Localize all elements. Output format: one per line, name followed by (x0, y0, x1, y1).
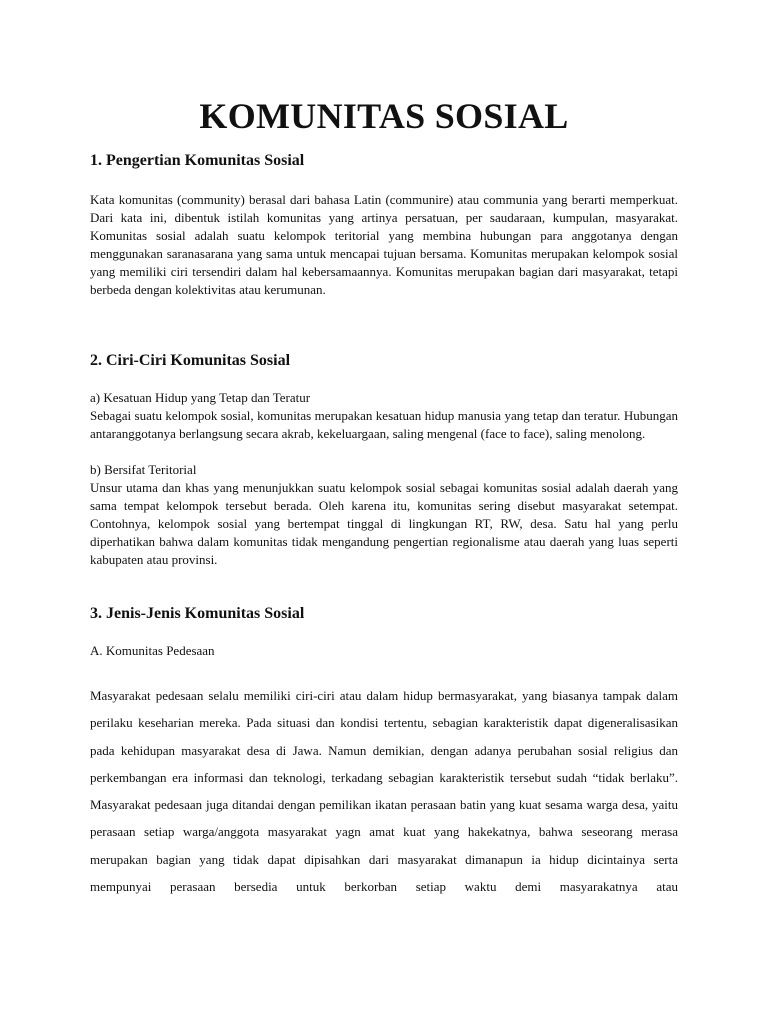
item-b-text: Unsur utama dan khas yang menunjukkan suatu kelompok sosial sebagai komunitas sosial adalah daerah yang sama tempat kelompok tersebut berada. Oleh karena itu, komunitas sering disebut masyarakat setempat. Contohnya, kelompok sosial yang bertempat tinggal di lingkungan RT, RW, desa. Satu hal yang perlu diperhatikan bahwa dalam komunitas tidak mengandung pengertian regionalisme atau daerah yang luas seperti kabupaten atau provinsi. (90, 480, 678, 567)
section-2-heading: 2. Ciri-Ciri Komunitas Sosial (90, 352, 291, 369)
item-b-title: b) Bersifat Teritorial (90, 462, 197, 477)
item-a-title: a) Kesatuan Hidup yang Tetap dan Teratur (90, 390, 311, 405)
document-page (90, 0, 678, 1024)
item-a-text: Sebagai suatu kelompok sosial, komunitas merupakan kesatuan hidup manusia yang tetap dan teratur. Hubungan antaranggotanya berlangsung secara akrab, kekeluargaan, saling mengenal (face to face), saling menolong. (90, 408, 678, 441)
section-3-paragraph: Masyarakat pedesaan selalu memiliki ciri-ciri atau dalam hidup bermasyarakat, yang biasanya tampak dalam perilaku keseharian mereka. Pada situasi dan kondisi tertentu, sebagian karakteristik dapat digeneralisasikan pada kehidupan masyarakat desa di Jawa. Namun demikian, dengan adanya perubahan sosial religius dan perkembangan era informasi dan teknologi, terkadang sebagian karakteristik tersebut sudah “tidak berlaku”. Masyarakat pedesaan juga ditandai dengan pemilikan ikatan perasaan batin yang kuat sesama warga desa, yaitu perasaan setiap warga/anggota masyarakat yagn amat kuat yang hakekatnya, bahwa seseorang merasa merupakan bagian yang tidak dapat dipisahkan dari masyarakat dimanapun ia hidup dicintainya serta mempunyai perasaan bersedia untuk berkorban setiap waktu demi masyarakatnya atau (90, 688, 678, 895)
document-title: KOMUNITAS SOSIAL (199, 96, 569, 136)
section-3-heading: 3. Jenis-Jenis Komunitas Sosial (90, 605, 305, 622)
section-3-subheading: A. Komunitas Pedesaan (90, 643, 215, 658)
section-1-paragraph: Kata komunitas (community) berasal dari bahasa Latin (communire) atau communia yang berarti memperkuat. Dari kata ini, dibentuk istilah komunitas yang artinya persatuan, per saudaraan, kumpulan, masyarakat. Komunitas sosial adalah suatu kelompok teritorial yang membina hubungan para anggotanya dengan menggunakan saranasarana yang sama untuk mencapai tujuan bersama. Komunitas merupakan kelompok sosial yang memiliki ciri tersendiri dalam hal kebersamaannya. Komunitas merupakan bagian dari masyarakat, tetapi berbeda dengan kolektivitas atau kerumunan. (90, 192, 678, 297)
section-1-heading: 1. Pengertian Komunitas Sosial (90, 152, 305, 169)
